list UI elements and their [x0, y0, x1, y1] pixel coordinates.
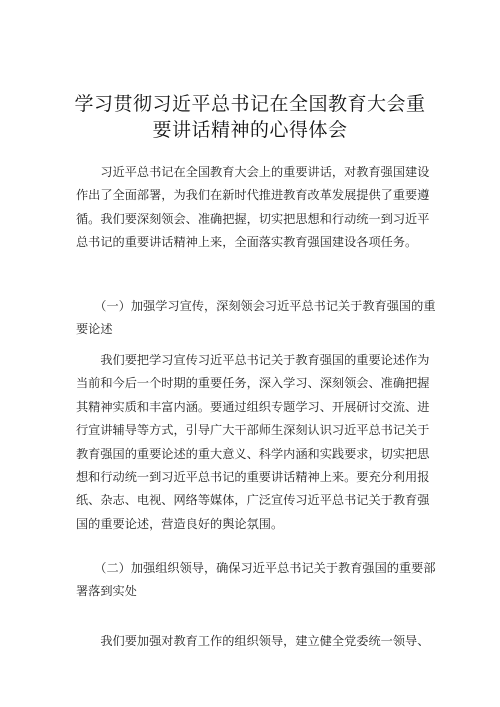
document-title-line-1: 学习贯彻习近平总书记在全国教育大会重 [74, 93, 426, 115]
document-title-line-2: 要讲话精神的心得体会 [152, 119, 348, 141]
paragraph-intro: 习近平总书记在全国教育大会上的重要讲话，对教育强国建设作出了全面部署，为我们在新时代推进教育改革发展提供了重要遵循。我们要深刻领会、准确把握，切实把思想和行动统一到习近平总书记的重要讲话精神上来，全面落实教育强国建设各项任务。 [76, 165, 430, 250]
section-heading-2: （二）加强组织领导，确保习近平总书记关于教育强国的重要部署落到实处 [76, 561, 436, 599]
section-heading-1: （一）加强学习宣传，深刻领会习近平总书记关于教育强国的重要论述 [76, 299, 436, 337]
paragraph-section-1: 我们要把学习宣传习近平总书记关于教育强国的重要论述作为当前和今后一个时期的重要任务，深入学习、深刻领会、准确把握其精神实质和丰富内涵。要通过组织专题学习、开展研讨交流、进行宣讲辅导等方式，引导广大干部师生深刻认识习近平总书记关于教育强国的重要论述的重大意义、科学内涵和实践要求，切实把思想和行动统一到习近平总书记的重要讲话精神上来。要充分利用报纸、杂志、电视、网络等媒体，广泛宣传习近平总书记关于教育强国的重要论述，营造良好的舆论氛围。 [76, 353, 430, 531]
paragraph-section-2: 我们要加强对教育工作的组织领导，建立健全党委统一领导、 [76, 634, 430, 648]
